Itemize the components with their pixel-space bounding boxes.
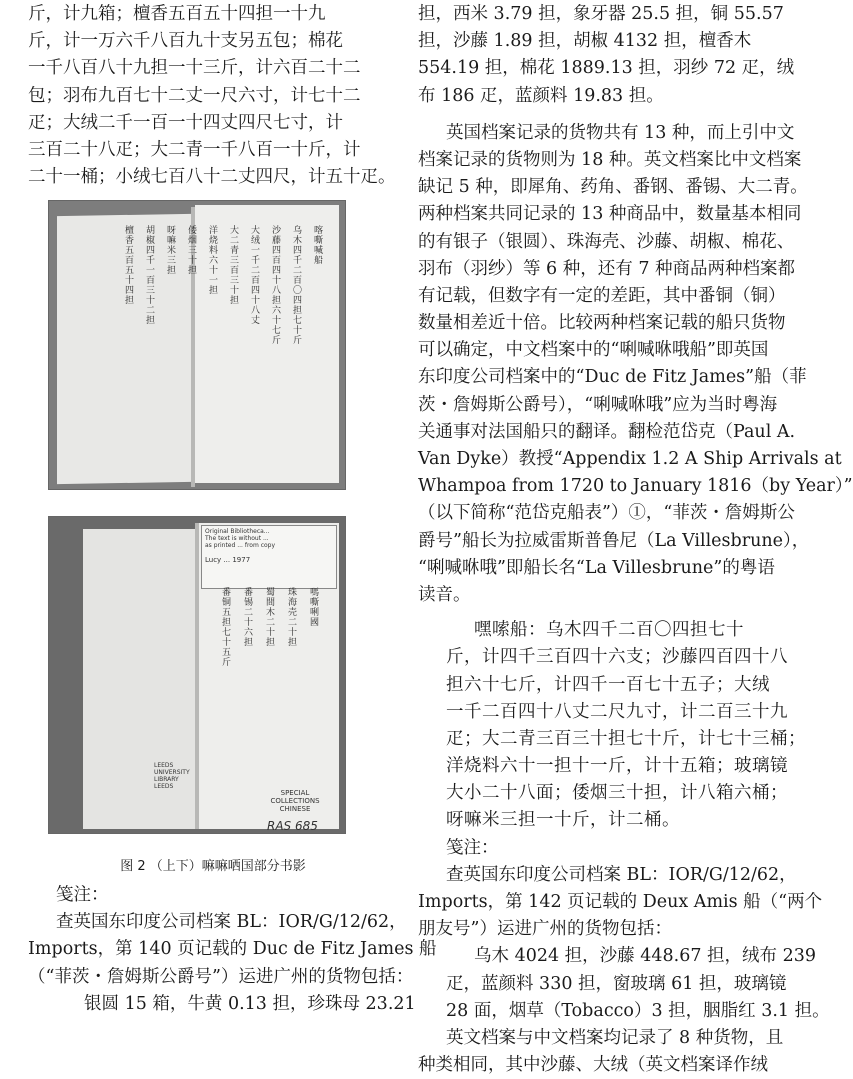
text-line: 查英国东印度公司档案 BL：IOR/G/12/62，	[56, 912, 407, 933]
right-paragraph	[418, 120, 853, 609]
text-line: 爵号”船长为拉威雷斯普鲁尼（La Villesbrune），	[418, 530, 810, 551]
text-line: 两种档案共同记录的 13 种商品中，数量基本相同	[418, 204, 802, 225]
text-line: （以下简称“范岱克船表”）①，“菲茨・詹姆斯公	[418, 503, 795, 524]
text-line: 笺注：	[56, 885, 109, 905]
special-collections-stamp: SPECIAL COLLECTIONS CHINESE	[270, 789, 320, 813]
text-line: 关通事对法国船只的翻译。翻检范岱克（Paul A.	[418, 421, 796, 442]
text-line: 二十一桶；小绒七百八十二丈四尺，计五十疋。	[28, 167, 396, 188]
text-line: 银圆 15 箱，牛黄 0.13 担，珍珠母 23.21	[84, 993, 416, 1014]
book-photo-top	[48, 200, 346, 490]
manuscript-column: 喀嘶喊船	[312, 225, 322, 265]
right-column	[418, 1, 853, 1079]
manuscript-column: 大二青三百三十担	[228, 225, 238, 305]
manuscript-column: 沙藤四百四十八担六十七斤	[270, 225, 280, 345]
text-line: 疋，蓝颜料 330 担，窗玻璃 61 担，玻璃镜	[446, 973, 787, 994]
right-quote	[418, 617, 806, 835]
left-bottom-notes	[28, 882, 437, 1018]
text-line: Whampoa from 1720 to January 1816（by Year）”	[418, 476, 853, 497]
manuscript-column: 洋烧料六十一担	[207, 225, 217, 295]
text-line: 28 面，烟草（Tobacco）3 担，胭脂红 3.1 担。	[446, 1000, 830, 1021]
text-line: 三百二十八疋；大二青一千八百一十斤，计	[28, 139, 361, 160]
text-line: Van Dyke）教授“Appendix 1.2 A Ship Arrivals at	[418, 449, 842, 469]
quote-line: 一千二百四十八丈二尺九寸，计二百三十九	[446, 701, 788, 722]
text-line: 乌木 4024 担，沙藤 448.67 担，绒布 239	[474, 946, 816, 967]
quote-line: 洋烧料六十一担十一斤，计十五箱；玻璃镜	[446, 756, 788, 777]
book-photo-bottom	[48, 516, 346, 834]
text-line: 茨・詹姆斯公爵号），“唎喊咻哦”应为当时粤海	[418, 394, 778, 415]
text-line: 疋；大绒二千一百一十四丈四尺七寸，计	[28, 112, 343, 133]
text-line: 数量相差近十倍。比较两种档案记载的船只货物	[418, 313, 786, 334]
left-top-quote	[28, 1, 398, 191]
text-line: 英文档案与中文档案均记录了 8 种货物，且	[446, 1027, 784, 1048]
manuscript-column: 珠海壳二十担	[286, 587, 296, 647]
text-line: 可以确定，中文档案中的“唎喊咻哦船”即英国	[418, 340, 769, 361]
text-line: 笺注：	[446, 837, 499, 858]
right-top-list	[418, 1, 795, 110]
text-line: 英国档案记录的货物共有 13 种，而上引中文	[446, 122, 795, 143]
quote-line: 斤，计四千三百四十六支；沙藤四百四十八	[446, 647, 788, 668]
text-line: 有记载，但数字有一定的差距，其中番铜（铜）	[418, 285, 786, 306]
text-line: Imports，第 140 页记载的 Duc de Fitz James 船	[28, 939, 437, 960]
quote-line: 大小二十八面；倭烟三十担，计八箱六桶；	[446, 783, 788, 804]
text-line: 担，沙藤 1.89 担，胡椒 4132 担，檀香木	[418, 31, 752, 52]
manuscript-column: 倭烟三十担	[186, 225, 196, 275]
manuscript-column: 蜀間木二十担	[264, 587, 274, 647]
quote-line: 担六十七斤，计四千一百七十五子；大绒	[446, 674, 770, 695]
manuscript-column: 呀嘛米三担	[165, 225, 175, 275]
quote-line: 嘿嗦船：乌木四千二百〇四担七十	[474, 620, 744, 641]
manuscript-column: 番铜五担七十五斤	[220, 587, 230, 667]
text-line: 羽布（羽纱）等 6 种，还有 7 种商品两种档案都	[418, 258, 796, 279]
quote-line: 呀嘛米三担一十斤，计二桶。	[446, 810, 680, 831]
text-line: 斤，计一万六千八百九十支另五包；棉花	[28, 31, 343, 52]
left-column	[28, 1, 398, 191]
library-stamp: LEEDS UNIVERSITY LIBRARY LEEDS	[154, 762, 190, 790]
figure-caption: 图 2 （上下）嘛嘛哂国部分书影	[120, 859, 306, 874]
text-line: 东印度公司档案中的“Duc de Fitz James”船（菲	[418, 367, 807, 388]
library-label-card: Original Bibliotheca... The text is without ... as printed ... from copy Lucy ... 1977	[201, 525, 337, 589]
text-line: 担，西米 3.79 担，象牙器 25.5 担，铜 55.57	[418, 4, 784, 24]
manuscript-column: 番锡二十六担	[242, 587, 252, 647]
right-notes	[418, 835, 830, 1079]
text-line: 554.19 担，棉花 1889.13 担，羽纱 72 疋，绒	[418, 58, 795, 79]
text-line: 读音。	[418, 584, 471, 605]
manuscript-column: 嗎嘶唎國	[308, 587, 318, 627]
manuscript-column: 大绒一千二百四十八丈	[249, 225, 259, 325]
text-line: Imports，第 142 页记载的 Deux Amis 船（“两个	[418, 892, 823, 912]
text-line: 朋友号”）运进广州的货物包括：	[418, 919, 672, 940]
text-line: 种类相同，其中沙藤、大绒（英文档案译作绒	[418, 1055, 768, 1076]
text-line: 布 186 疋，蓝颜料 19.83 担。	[418, 85, 664, 106]
text-line: （“菲茨・詹姆斯公爵号”）运进广州的货物包括：	[28, 966, 414, 987]
shelfmark: RAS 685	[267, 819, 318, 833]
manuscript-column: 乌木四千二百〇四担七十斤	[291, 225, 301, 345]
text-line: 缺记 5 种，即犀角、药角、番钢、番锡、大二青。	[418, 177, 808, 198]
manuscript-column: 胡椒四千一百三十二担	[144, 225, 154, 325]
text-line: 的有银子（银圆）、珠海壳、沙藤、胡椒、棉花、	[418, 231, 795, 252]
text-line: 包；羽布九百七十二丈一尺六寸，计七十二	[28, 85, 361, 106]
text-line: 查英国东印度公司档案 BL：IOR/G/12/62，	[446, 864, 797, 885]
text-line: 档案记录的货物则为 18 种。英文档案比中文档案	[418, 149, 802, 170]
text-line: “唎喊咻哦”即船长名“La Villesbrune”的粤语	[418, 557, 775, 578]
manuscript-column: 檀香五百五十四担	[123, 225, 133, 305]
text-line: 斤，计九箱；檀香五百五十四担一十九	[28, 4, 326, 24]
quote-line: 疋；大二青三百三十担七十斤，计七十三桶；	[446, 728, 806, 749]
text-line: 一千八百八十九担一十三斤，计六百二十二	[28, 58, 361, 79]
